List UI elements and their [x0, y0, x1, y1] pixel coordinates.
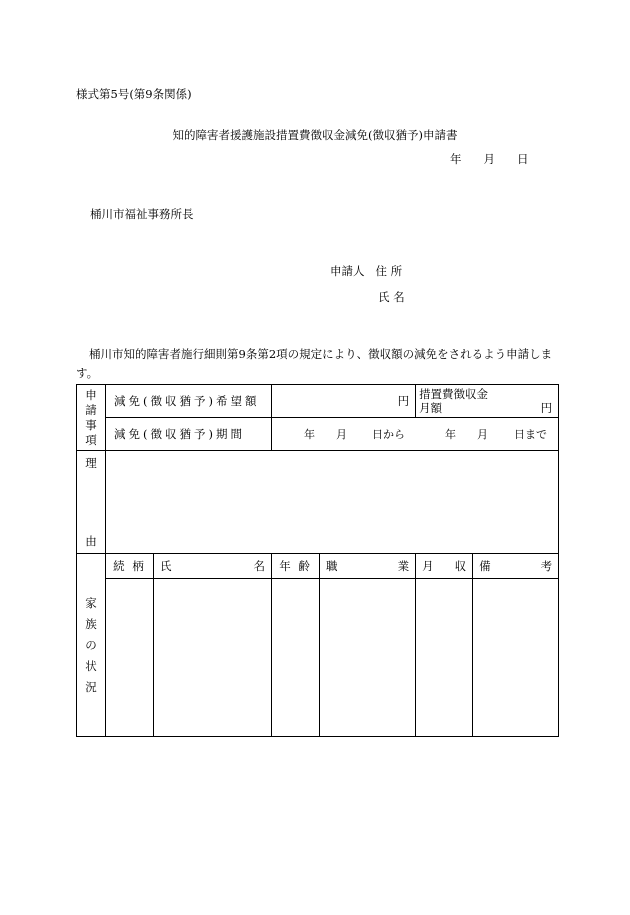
- period-start-month: 月: [336, 428, 348, 441]
- vertical-char: 請: [85, 402, 97, 417]
- col-name-a: 氏: [160, 559, 172, 573]
- document-title: 知的障害者援護施設措置費徴収金減免(徴収猶予)申請書: [172, 128, 458, 142]
- period-start-day: 日から: [372, 428, 406, 441]
- period-start-year: 年: [304, 428, 316, 441]
- reason-bottom-char: 由: [85, 534, 97, 548]
- fee-monthly-cell[interactable]: [416, 385, 559, 418]
- vertical-char: 状: [85, 658, 97, 673]
- family-label-text: [77, 593, 105, 698]
- request-amount-yen: 円: [397, 394, 410, 408]
- family-note-field[interactable]: [473, 579, 559, 737]
- fee-yen: 円: [540, 401, 553, 415]
- vertical-char: 況: [85, 679, 97, 694]
- vertical-char: 申: [85, 387, 97, 402]
- period-end-day: 日まで: [514, 428, 548, 441]
- col-income: [416, 554, 473, 579]
- period-end-year: 年: [445, 428, 457, 441]
- col-job-b: 業: [397, 559, 410, 573]
- col-note: [473, 554, 559, 579]
- col-note-a: 備: [479, 559, 491, 573]
- period-field[interactable]: [272, 418, 559, 451]
- date-line: [450, 151, 529, 167]
- family-name-field[interactable]: [154, 579, 272, 737]
- section-request-text: [77, 388, 105, 448]
- family-relation-field[interactable]: [106, 579, 154, 737]
- vertical-char: の: [85, 637, 97, 652]
- vertical-char: 族: [85, 616, 97, 631]
- period-label: 減免(徴収猶予)期間: [106, 418, 272, 451]
- col-age: 年 齢: [272, 554, 320, 579]
- request-amount-label: 減免(徴収猶予)希望額: [106, 385, 272, 418]
- reason-label: [77, 451, 106, 554]
- family-job-field[interactable]: [320, 579, 416, 737]
- addressee: 桶川市福祉事務所長: [90, 207, 194, 221]
- col-name-b: 名: [253, 559, 266, 573]
- col-income-a: 月: [422, 559, 434, 573]
- family-label: [77, 554, 106, 737]
- applicant-label: 申請人: [330, 264, 365, 278]
- period-end-month: 月: [477, 428, 489, 441]
- col-relation: 続 柄: [106, 554, 154, 579]
- form-number: 様式第5号(第9条関係): [76, 87, 192, 101]
- fee-label-2: 月額: [419, 401, 443, 415]
- application-form-table: [76, 384, 559, 737]
- col-job-a: 職: [326, 559, 338, 573]
- family-age-field[interactable]: [272, 579, 320, 737]
- vertical-char: 事: [85, 417, 97, 432]
- body-text: 桶川市知的障害者施行細則第9条第2項の規定により、徴収額の減免をされるよう申請します。: [76, 347, 553, 380]
- reason-field[interactable]: [106, 451, 559, 554]
- date-day: 日: [517, 152, 529, 166]
- date-month: 月: [483, 152, 495, 166]
- fee-label-1: 措置費徴収金: [419, 387, 489, 401]
- reason-top-char: 理: [85, 456, 97, 470]
- applicant-address-label: 住 所: [375, 264, 403, 278]
- col-job: [320, 554, 416, 579]
- col-note-b: 考: [540, 559, 553, 573]
- col-name: [154, 554, 272, 579]
- request-amount-field[interactable]: [272, 385, 416, 418]
- applicant-address-line: [330, 263, 402, 279]
- date-year: 年: [450, 152, 462, 166]
- fee-label-row: [419, 401, 552, 415]
- family-income-field[interactable]: [416, 579, 473, 737]
- vertical-char: 項: [85, 432, 97, 447]
- section-request-label: [77, 385, 106, 451]
- vertical-char: 家: [85, 595, 97, 610]
- applicant-name-label: 氏 名: [378, 290, 405, 304]
- col-income-b: 収: [454, 559, 467, 573]
